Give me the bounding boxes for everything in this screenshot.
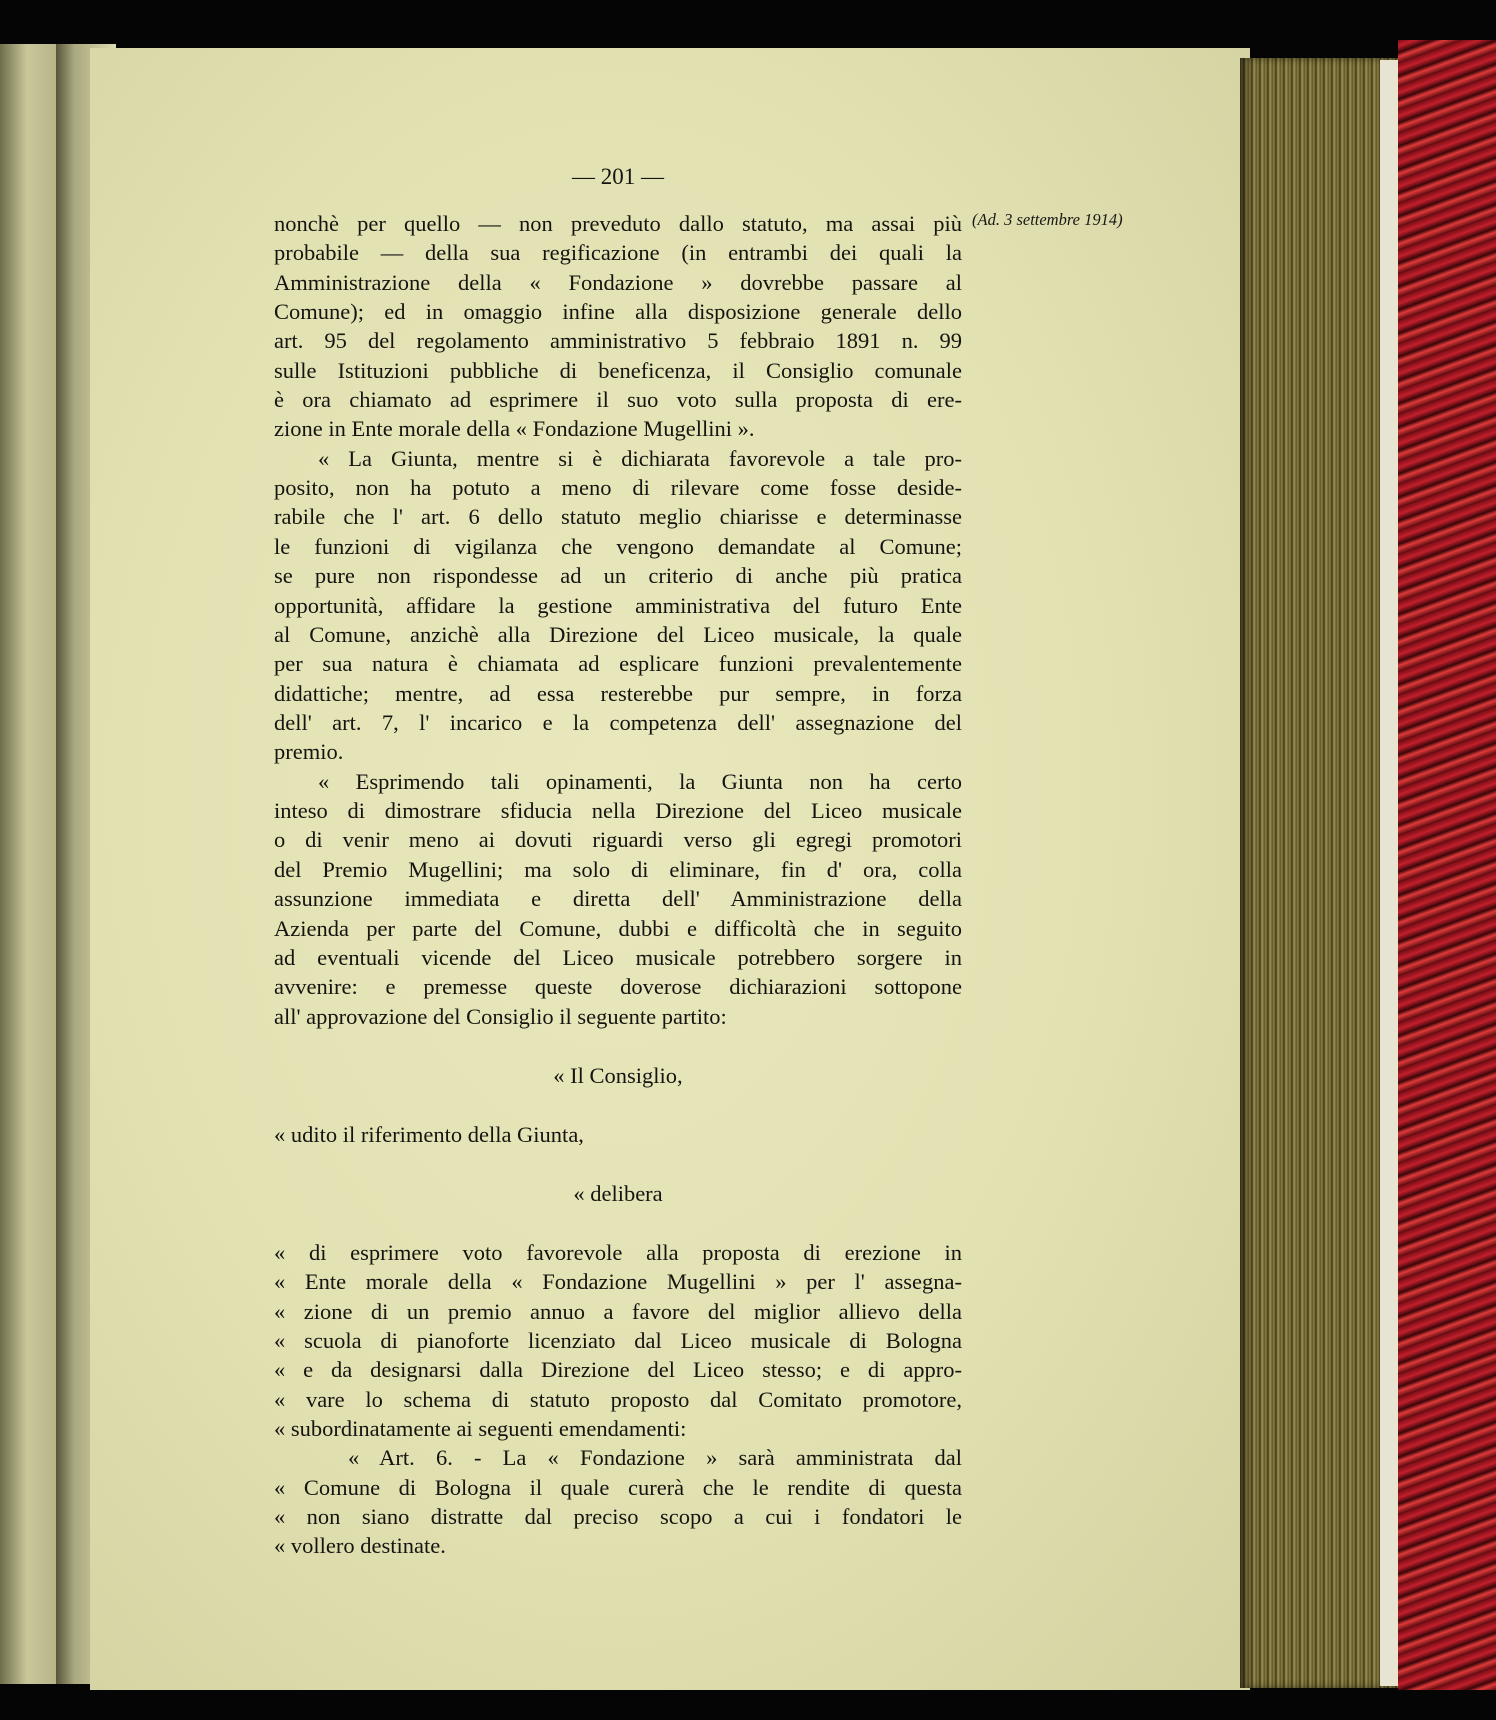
text-line: « Comune di Bologna il quale curerà che le rendite di questa bbox=[274, 1475, 962, 1500]
text-line: « La Giunta, mentre si è dichiarata favorevole a tale pro- bbox=[318, 446, 962, 471]
page-block-edge-light bbox=[1380, 60, 1398, 1686]
text-line: « non siano distratte dal preciso scopo a cui i fondatori le bbox=[274, 1504, 962, 1529]
text-line: ad eventuali vicende del Liceo musicale potrebbero sorgere in bbox=[274, 945, 962, 970]
text-line: didattiche; mentre, ad essa resterebbe pur sempre, in forza bbox=[274, 681, 962, 706]
text-line: zione in Ente morale della « Fondazione Mugellini ». bbox=[274, 416, 755, 441]
page-number: — 201 — bbox=[572, 164, 664, 189]
text-line: assunzione immediata e diretta dell' Amministrazione della bbox=[274, 886, 962, 911]
text-line: del Premio Mugellini; ma solo di eliminare, fin d' ora, colla bbox=[274, 857, 962, 882]
text-line: « zione di un premio annuo a favore del miglior allievo della bbox=[274, 1299, 962, 1324]
text-line: sulle Istituzioni pubbliche di beneficenza, il Consiglio comunale bbox=[274, 358, 962, 383]
text-line: inteso di dimostrare sfiducia nella Direzione del Liceo musicale bbox=[274, 798, 962, 823]
text-line: Comune); ed in omaggio infine alla disposizione generale dello bbox=[274, 299, 962, 324]
text-line: nonchè per quello — non preveduto dallo statuto, ma assai più bbox=[274, 211, 962, 236]
text-line: dell' art. 7, l' incarico e la competenza dell' assegnazione del bbox=[274, 710, 962, 735]
text-line: « subordinatamente ai seguenti emendamenti: bbox=[274, 1416, 687, 1441]
text-line: le funzioni di vigilanza che vengono demandate al Comune; bbox=[274, 534, 962, 559]
text-line: art. 95 del regolamento amministrativo 5 febbraio 1891 n. 99 bbox=[274, 328, 962, 353]
text-line: « e da designarsi dalla Direzione del Liceo stesso; e di appro- bbox=[274, 1357, 962, 1382]
left-page-edge bbox=[0, 44, 60, 1684]
text-line: Azienda per parte del Comune, dubbi e difficoltà che in seguito bbox=[274, 916, 962, 941]
marbled-book-cover bbox=[1398, 40, 1496, 1690]
text-line: probabile — della sua regificazione (in entrambi dei quali la bbox=[274, 240, 962, 265]
text-line: posito, non ha potuto a meno di rilevare come fosse deside- bbox=[274, 475, 962, 500]
text-line: per sua natura è chiamata ad esplicare funzioni prevalentemente bbox=[274, 651, 962, 676]
text-line: « Esprimendo tali opinamenti, la Giunta non ha certo bbox=[318, 769, 962, 794]
marginal-note: (Ad. 3 settembre 1914) bbox=[972, 210, 1123, 229]
text-line: è ora chiamato ad esprimere il suo voto sulla proposta di ere- bbox=[274, 387, 962, 412]
text-line: « scuola di pianoforte licenziato dal Liceo musicale di Bologna bbox=[274, 1328, 962, 1353]
text-line: « udito il riferimento della Giunta, bbox=[274, 1122, 584, 1147]
text-line: « Ente morale della « Fondazione Mugellini » per l' assegna- bbox=[274, 1269, 962, 1294]
text-line: all' approvazione del Consiglio il seguente partito: bbox=[274, 1004, 727, 1029]
text-line: se pure non rispondesse ad un criterio di anche più pratica bbox=[274, 563, 962, 588]
text-line: « Il Consiglio, bbox=[553, 1063, 683, 1088]
text-line: Amministrazione della « Fondazione » dovrebbe passare al bbox=[274, 270, 962, 295]
text-line: avvenire: e premesse queste doverose dichiarazioni sottopone bbox=[274, 974, 962, 999]
text-line: opportunità, affidare la gestione amministrativa del futuro Ente bbox=[274, 593, 962, 618]
text-line: « vare lo schema di statuto proposto dal Comitato promotore, bbox=[274, 1387, 962, 1412]
text-line: « di esprimere voto favorevole alla proposta di erezione in bbox=[274, 1240, 962, 1265]
text-line: rabile che l' art. 6 dello statuto meglio chiarisse e determinasse bbox=[274, 504, 962, 529]
text-line: o di venir meno ai dovuti riguardi verso gli egregi promotori bbox=[274, 827, 962, 852]
text-line: « vollero destinate. bbox=[274, 1533, 446, 1558]
text-line: premio. bbox=[274, 739, 344, 764]
text-line: al Comune, anzichè alla Direzione del Liceo musicale, la quale bbox=[274, 622, 962, 647]
text-line: « delibera bbox=[573, 1181, 663, 1206]
text-line: « Art. 6. - La « Fondazione » sarà amministrata dal bbox=[348, 1445, 962, 1470]
page-block-edges bbox=[1240, 58, 1398, 1688]
